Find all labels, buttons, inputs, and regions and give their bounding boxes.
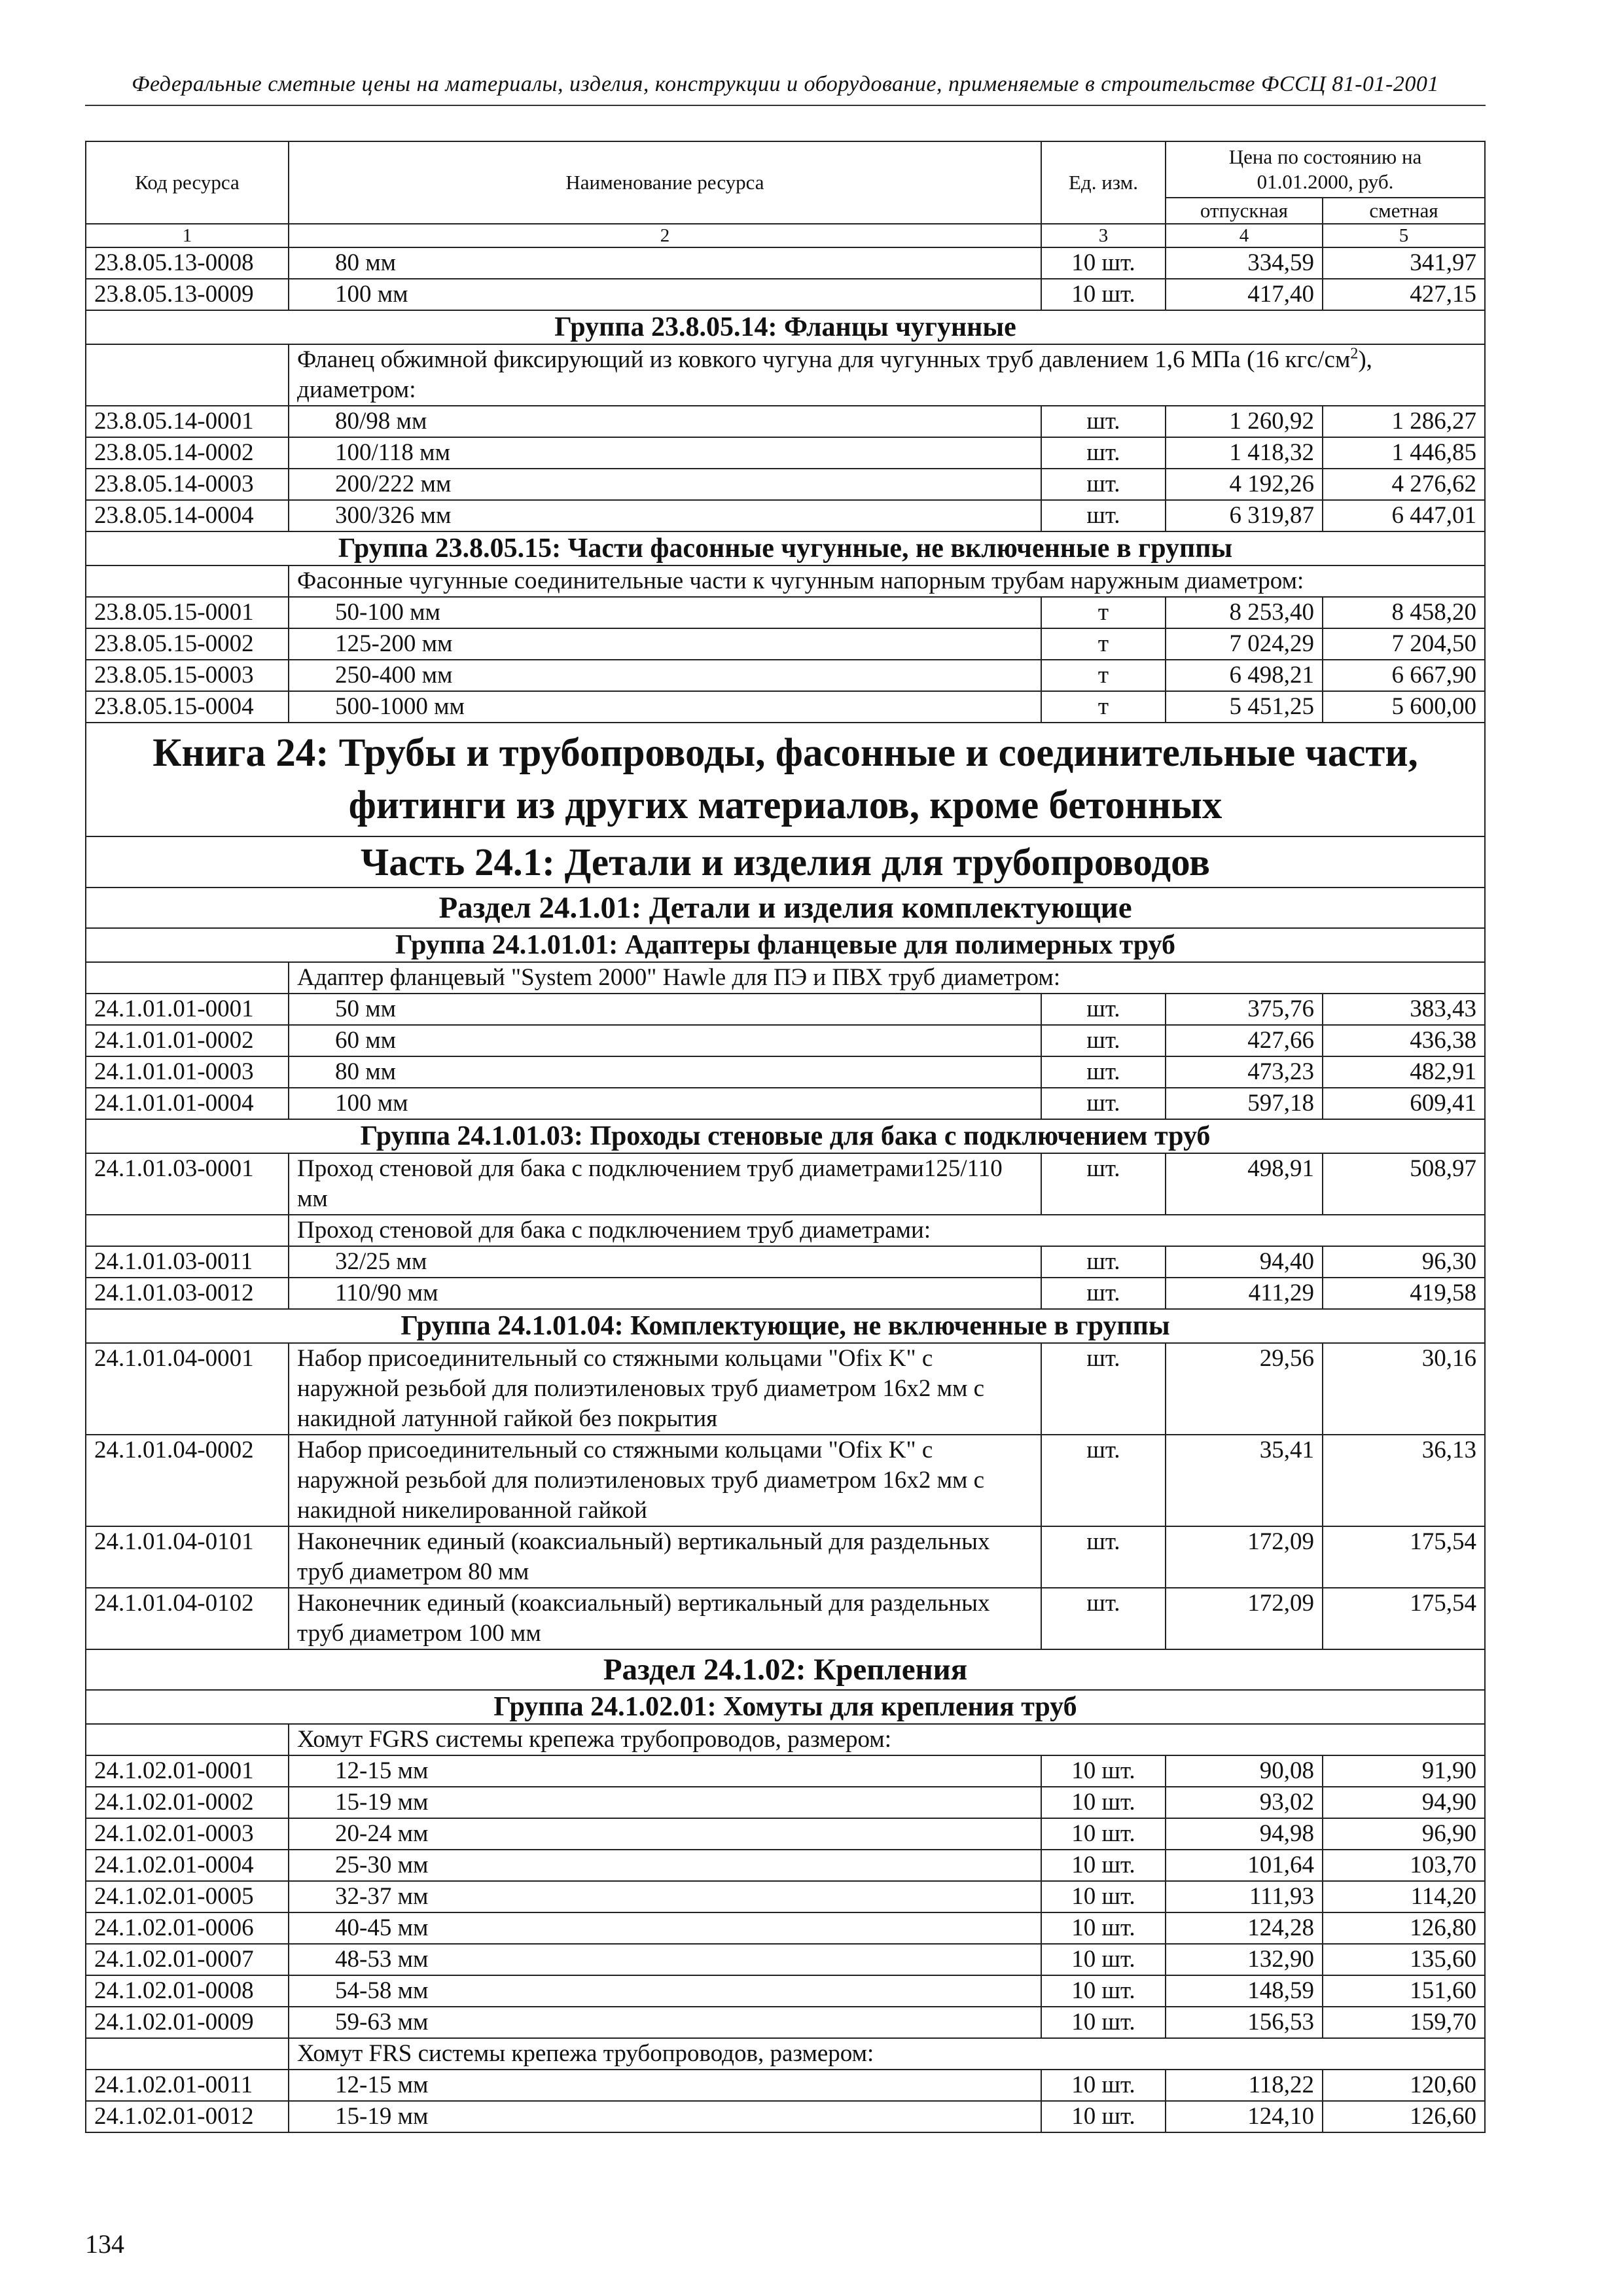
group-heading-row: [86, 531, 1485, 565]
resource-unit: 10 шт.: [1041, 1818, 1166, 1850]
release-price: 118,22: [1166, 2070, 1323, 2101]
release-price: 1 260,92: [1166, 406, 1323, 437]
group-heading: Группа 24.1.01.03: Проходы стеновые для бака с подключением труб: [86, 1119, 1485, 1153]
empty-code-cell: [86, 565, 289, 597]
resource-name: 100 мм: [289, 1088, 1041, 1119]
table-body: [86, 247, 1485, 2132]
release-price: 7 024,29: [1166, 628, 1323, 660]
release-price: 156,53: [1166, 2007, 1323, 2038]
table-row: [86, 1246, 1485, 1278]
resource-name: 100 мм: [289, 279, 1041, 310]
table-row: [86, 1850, 1485, 1881]
release-price: 1 418,32: [1166, 437, 1323, 469]
table-row: [86, 247, 1485, 279]
resource-unit: шт.: [1041, 1056, 1166, 1088]
resource-name: Набор присоединительный со стяжными кольцами "Ofix K" с наружной резьбой для полиэтиленовых труб диаметром 16x2 мм с накидной латунной гайкой без покрытия: [289, 1343, 1041, 1435]
resource-unit: 10 шт.: [1041, 1850, 1166, 1881]
description-row: [86, 1724, 1485, 1755]
release-price: 411,29: [1166, 1278, 1323, 1309]
column-number: 4: [1166, 224, 1323, 247]
group-heading-row: [86, 310, 1485, 344]
resource-unit: 10 шт.: [1041, 1755, 1166, 1787]
table-row: [86, 2070, 1485, 2101]
desc-text: ), диаметром:: [297, 346, 1372, 403]
resource-code: 23.8.05.15-0004: [86, 691, 289, 723]
table-row: [86, 1343, 1485, 1435]
release-price: 93,02: [1166, 1787, 1323, 1818]
col-header-name: Наименование ресурса: [289, 141, 1041, 224]
table-row: [86, 994, 1485, 1025]
resource-unit: 10 шт.: [1041, 1881, 1166, 1912]
estimate-price: 427,15: [1323, 279, 1485, 310]
resource-code: 24.1.02.01-0011: [86, 2070, 289, 2101]
book-heading-line: фитинги из других материалов, кроме бетонных: [348, 783, 1222, 827]
estimate-price: 7 204,50: [1323, 628, 1485, 660]
release-price: 172,09: [1166, 1588, 1323, 1649]
release-price: 101,64: [1166, 1850, 1323, 1881]
release-price: 29,56: [1166, 1343, 1323, 1435]
section-heading-row: [86, 1649, 1485, 1690]
empty-code-cell: [86, 344, 289, 406]
col-header-code: Код ресурса: [86, 141, 289, 224]
section-heading-row: [86, 888, 1485, 928]
release-price: 6 498,21: [1166, 660, 1323, 691]
estimate-price: 126,60: [1323, 2101, 1485, 2132]
group-description: Фасонные чугунные соединительные части к чугунным напорным трубам наружным диаметром:: [289, 565, 1485, 597]
table-header-row: [86, 141, 1485, 198]
column-number: 1: [86, 224, 289, 247]
group-description: Хомут FGRS системы крепежа трубопроводов, размером:: [289, 1724, 1485, 1755]
resource-unit: 10 шт.: [1041, 279, 1166, 310]
resource-name: 59-63 мм: [289, 2007, 1041, 2038]
release-price: 597,18: [1166, 1088, 1323, 1119]
resource-unit: 10 шт.: [1041, 1787, 1166, 1818]
resource-unit: 10 шт.: [1041, 1944, 1166, 1975]
release-price: 498,91: [1166, 1153, 1323, 1215]
resource-name: Проход стеновой для бака с подключением труб диаметрами125/110 мм: [289, 1153, 1041, 1215]
group-heading: Группа 24.1.01.04: Комплектующие, не включенные в группы: [86, 1309, 1485, 1343]
group-heading: Группа 23.8.05.15: Части фасонные чугунные, не включенные в группы: [86, 531, 1485, 565]
table-row: [86, 469, 1485, 500]
table-row: [86, 1787, 1485, 1818]
table-row: [86, 1588, 1485, 1649]
release-price: 111,93: [1166, 1881, 1323, 1912]
release-price: 8 253,40: [1166, 597, 1323, 628]
resource-unit: 10 шт.: [1041, 2101, 1166, 2132]
resource-code: 24.1.01.04-0102: [86, 1588, 289, 1649]
description-row: [86, 565, 1485, 597]
superscript: 2: [1350, 345, 1359, 363]
part-heading: Часть 24.1: Детали и изделия для трубопроводов: [86, 836, 1485, 888]
release-price: 94,98: [1166, 1818, 1323, 1850]
resource-name: 100/118 мм: [289, 437, 1041, 469]
col-header-estimate: сметная: [1323, 198, 1485, 224]
estimate-price: 175,54: [1323, 1588, 1485, 1649]
resource-code: 23.8.05.14-0001: [86, 406, 289, 437]
resource-name: 250-400 мм: [289, 660, 1041, 691]
resource-name: 50-100 мм: [289, 597, 1041, 628]
resource-name: 54-58 мм: [289, 1975, 1041, 2007]
estimate-price: 6 667,90: [1323, 660, 1485, 691]
group-description: Проход стеновой для бака с подключением труб диаметрами:: [289, 1215, 1485, 1246]
release-price: 124,28: [1166, 1912, 1323, 1944]
table-row: [86, 1944, 1485, 1975]
resource-unit: 10 шт.: [1041, 2070, 1166, 2101]
col-header-release: отпускная: [1166, 198, 1323, 224]
resource-unit: т: [1041, 691, 1166, 723]
table-row: [86, 660, 1485, 691]
release-price: 6 319,87: [1166, 500, 1323, 531]
resource-unit: 10 шт.: [1041, 1912, 1166, 1944]
group-description: Хомут FRS системы крепежа трубопроводов, размером:: [289, 2038, 1485, 2070]
estimate-price: 383,43: [1323, 994, 1485, 1025]
resource-unit: 10 шт.: [1041, 247, 1166, 279]
resource-code: 24.1.01.01-0001: [86, 994, 289, 1025]
table-row: [86, 437, 1485, 469]
estimate-price: 36,13: [1323, 1435, 1485, 1526]
resource-code: 24.1.01.03-0012: [86, 1278, 289, 1309]
empty-code-cell: [86, 962, 289, 994]
table-row: [86, 500, 1485, 531]
table-row: [86, 2007, 1485, 2038]
resource-code: 24.1.01.03-0001: [86, 1153, 289, 1215]
desc-text: Фланец обжимной фиксирующий из ковкого чугуна для чугунных труб давлением 1,6 МПа (16 кгс/см: [297, 346, 1351, 373]
group-heading-row: [86, 1690, 1485, 1724]
release-price: 5 451,25: [1166, 691, 1323, 723]
description-row: [86, 962, 1485, 994]
resource-unit: т: [1041, 660, 1166, 691]
column-number-row: [86, 224, 1485, 247]
release-price: 4 192,26: [1166, 469, 1323, 500]
book-heading-line: Книга 24: Трубы и трубопроводы, фасонные и соединительные части,: [152, 731, 1418, 775]
group-heading: Группа 23.8.05.14: Фланцы чугунные: [86, 310, 1485, 344]
resource-code: 24.1.01.03-0011: [86, 1246, 289, 1278]
resource-name: 200/222 мм: [289, 469, 1041, 500]
resource-code: 23.8.05.14-0004: [86, 500, 289, 531]
resource-unit: шт.: [1041, 437, 1166, 469]
estimate-price: 126,80: [1323, 1912, 1485, 1944]
resource-unit: 10 шт.: [1041, 1975, 1166, 2007]
estimate-price: 508,97: [1323, 1153, 1485, 1215]
table-row: [86, 279, 1485, 310]
table-row: [86, 691, 1485, 723]
resource-name: 80 мм: [289, 1056, 1041, 1088]
estimate-price: 436,38: [1323, 1025, 1485, 1056]
estimate-price: 151,60: [1323, 1975, 1485, 2007]
section-heading: Раздел 24.1.02: Крепления: [86, 1649, 1485, 1690]
table-row: [86, 628, 1485, 660]
estimate-price: 609,41: [1323, 1088, 1485, 1119]
resource-code: 24.1.01.01-0004: [86, 1088, 289, 1119]
table-row: [86, 1526, 1485, 1588]
resource-unit: шт.: [1041, 1278, 1166, 1309]
resource-name: 50 мм: [289, 994, 1041, 1025]
table-row: [86, 1881, 1485, 1912]
estimate-price: 419,58: [1323, 1278, 1485, 1309]
resource-code: 24.1.02.01-0004: [86, 1850, 289, 1881]
estimate-price: 8 458,20: [1323, 597, 1485, 628]
estimate-price: 94,90: [1323, 1787, 1485, 1818]
resource-unit: 10 шт.: [1041, 2007, 1166, 2038]
group-description: [289, 344, 1485, 406]
resource-name: 32-37 мм: [289, 1881, 1041, 1912]
table-row: [86, 406, 1485, 437]
resource-name: 60 мм: [289, 1025, 1041, 1056]
description-row: [86, 2038, 1485, 2070]
column-number: 3: [1041, 224, 1166, 247]
resource-name: 110/90 мм: [289, 1278, 1041, 1309]
estimate-price: 103,70: [1323, 1850, 1485, 1881]
col-header-unit: Ед. изм.: [1041, 141, 1166, 224]
estimate-price: 175,54: [1323, 1526, 1485, 1588]
estimate-price: 135,60: [1323, 1944, 1485, 1975]
table-row: [86, 1025, 1485, 1056]
table-row: [86, 1818, 1485, 1850]
estimate-price: 4 276,62: [1323, 469, 1485, 500]
book-heading-row: [86, 723, 1485, 836]
resource-unit: шт.: [1041, 1246, 1166, 1278]
resource-code: 23.8.05.15-0002: [86, 628, 289, 660]
estimate-price: 114,20: [1323, 1881, 1485, 1912]
release-price: 334,59: [1166, 247, 1323, 279]
resource-code: 24.1.01.04-0101: [86, 1526, 289, 1588]
resource-code: 23.8.05.15-0003: [86, 660, 289, 691]
resource-name: 80/98 мм: [289, 406, 1041, 437]
description-row: [86, 1215, 1485, 1246]
release-price: 375,76: [1166, 994, 1323, 1025]
group-heading: Группа 24.1.01.01: Адаптеры фланцевые для полимерных труб: [86, 928, 1485, 962]
release-price: 35,41: [1166, 1435, 1323, 1526]
resource-unit: шт.: [1041, 1343, 1166, 1435]
resource-code: 24.1.01.04-0002: [86, 1435, 289, 1526]
estimate-price: 5 600,00: [1323, 691, 1485, 723]
resource-unit: т: [1041, 597, 1166, 628]
resource-code: 23.8.05.14-0002: [86, 437, 289, 469]
resource-code: 23.8.05.13-0009: [86, 279, 289, 310]
resource-unit: шт.: [1041, 469, 1166, 500]
table-row: [86, 597, 1485, 628]
resource-code: 23.8.05.15-0001: [86, 597, 289, 628]
part-heading-row: [86, 836, 1485, 888]
resource-code: 24.1.02.01-0007: [86, 1944, 289, 1975]
estimate-price: 120,60: [1323, 2070, 1485, 2101]
resource-code: 24.1.01.01-0003: [86, 1056, 289, 1088]
estimate-price: 30,16: [1323, 1343, 1485, 1435]
empty-code-cell: [86, 1215, 289, 1246]
release-price: 94,40: [1166, 1246, 1323, 1278]
header-rule: [85, 105, 1486, 106]
resource-code: 24.1.02.01-0003: [86, 1818, 289, 1850]
resource-unit: шт.: [1041, 1435, 1166, 1526]
page-number: 134: [85, 2229, 124, 2259]
resource-unit: шт.: [1041, 406, 1166, 437]
resource-name: 12-15 мм: [289, 1755, 1041, 1787]
description-row: [86, 344, 1485, 406]
resource-name: 25-30 мм: [289, 1850, 1041, 1881]
resource-name: 15-19 мм: [289, 2101, 1041, 2132]
resource-unit: шт.: [1041, 1088, 1166, 1119]
table-row: [86, 1435, 1485, 1526]
estimate-price: 6 447,01: [1323, 500, 1485, 531]
resource-code: 24.1.01.01-0002: [86, 1025, 289, 1056]
release-price: 417,40: [1166, 279, 1323, 310]
estimate-price: 341,97: [1323, 247, 1485, 279]
resource-name: 20-24 мм: [289, 1818, 1041, 1850]
estimate-price: 96,30: [1323, 1246, 1485, 1278]
col-header-price: Цена по состоянию на 01.01.2000, руб.: [1166, 141, 1485, 198]
resource-code: 23.8.05.13-0008: [86, 247, 289, 279]
resource-unit: шт.: [1041, 994, 1166, 1025]
price-table: [85, 141, 1486, 2133]
resource-code: 23.8.05.14-0003: [86, 469, 289, 500]
table-row: [86, 1278, 1485, 1309]
resource-name: 80 мм: [289, 247, 1041, 279]
group-description: Адаптер фланцевый "System 2000" Hawle для ПЭ и ПВХ труб диаметром:: [289, 962, 1485, 994]
resource-unit: т: [1041, 628, 1166, 660]
resource-unit: шт.: [1041, 1153, 1166, 1215]
estimate-price: 159,70: [1323, 2007, 1485, 2038]
table-row: [86, 1056, 1485, 1088]
resource-name: 12-15 мм: [289, 2070, 1041, 2101]
running-title: Федеральные сметные цены на материалы, изделия, конструкции и оборудование, применяемые в строительстве ФССЦ 81-01-2001: [132, 72, 1439, 96]
estimate-price: 482,91: [1323, 1056, 1485, 1088]
table-row: [86, 1975, 1485, 2007]
column-number: 2: [289, 224, 1041, 247]
resource-code: 24.1.02.01-0009: [86, 2007, 289, 2038]
estimate-price: 91,90: [1323, 1755, 1485, 1787]
resource-name: 32/25 мм: [289, 1246, 1041, 1278]
resource-code: 24.1.02.01-0012: [86, 2101, 289, 2132]
resource-code: 24.1.02.01-0008: [86, 1975, 289, 2007]
resource-name: 500-1000 мм: [289, 691, 1041, 723]
resource-code: 24.1.02.01-0005: [86, 1881, 289, 1912]
resource-name: Наконечник единый (коаксиальный) вертикальный для раздельных труб диаметром 80 мм: [289, 1526, 1041, 1588]
release-price: 172,09: [1166, 1526, 1323, 1588]
release-price: 148,59: [1166, 1975, 1323, 2007]
resource-unit: шт.: [1041, 1526, 1166, 1588]
table-row: [86, 1153, 1485, 1215]
estimate-price: 1 446,85: [1323, 437, 1485, 469]
resource-unit: шт.: [1041, 500, 1166, 531]
empty-code-cell: [86, 1724, 289, 1755]
group-heading-row: [86, 928, 1485, 962]
section-heading: Раздел 24.1.01: Детали и изделия комплектующие: [86, 888, 1485, 928]
resource-code: 24.1.02.01-0006: [86, 1912, 289, 1944]
resource-name: 15-19 мм: [289, 1787, 1041, 1818]
table-row: [86, 1088, 1485, 1119]
resource-name: 125-200 мм: [289, 628, 1041, 660]
resource-name: Наконечник единый (коаксиальный) вертикальный для раздельных труб диаметром 100 мм: [289, 1588, 1041, 1649]
resource-code: 24.1.01.04-0001: [86, 1343, 289, 1435]
estimate-price: 96,90: [1323, 1818, 1485, 1850]
release-price: 132,90: [1166, 1944, 1323, 1975]
group-heading-row: [86, 1309, 1485, 1343]
book-heading: [86, 723, 1485, 836]
resource-name: 48-53 мм: [289, 1944, 1041, 1975]
release-price: 427,66: [1166, 1025, 1323, 1056]
column-number: 5: [1323, 224, 1485, 247]
resource-name: Набор присоединительный со стяжными кольцами "Ofix K" с наружной резьбой для полиэтиленовых труб диаметром 16x2 мм с накидной никелированной гайкой: [289, 1435, 1041, 1526]
estimate-price: 1 286,27: [1323, 406, 1485, 437]
release-price: 473,23: [1166, 1056, 1323, 1088]
table-row: [86, 2101, 1485, 2132]
group-heading-row: [86, 1119, 1485, 1153]
release-price: 90,08: [1166, 1755, 1323, 1787]
table-row: [86, 1755, 1485, 1787]
empty-code-cell: [86, 2038, 289, 2070]
table-row: [86, 1912, 1485, 1944]
release-price: 124,10: [1166, 2101, 1323, 2132]
resource-unit: шт.: [1041, 1025, 1166, 1056]
resource-unit: шт.: [1041, 1588, 1166, 1649]
resource-code: 24.1.02.01-0002: [86, 1787, 289, 1818]
resource-name: 300/326 мм: [289, 500, 1041, 531]
resource-name: 40-45 мм: [289, 1912, 1041, 1944]
resource-code: 24.1.02.01-0001: [86, 1755, 289, 1787]
group-heading: Группа 24.1.02.01: Хомуты для крепления труб: [86, 1690, 1485, 1724]
